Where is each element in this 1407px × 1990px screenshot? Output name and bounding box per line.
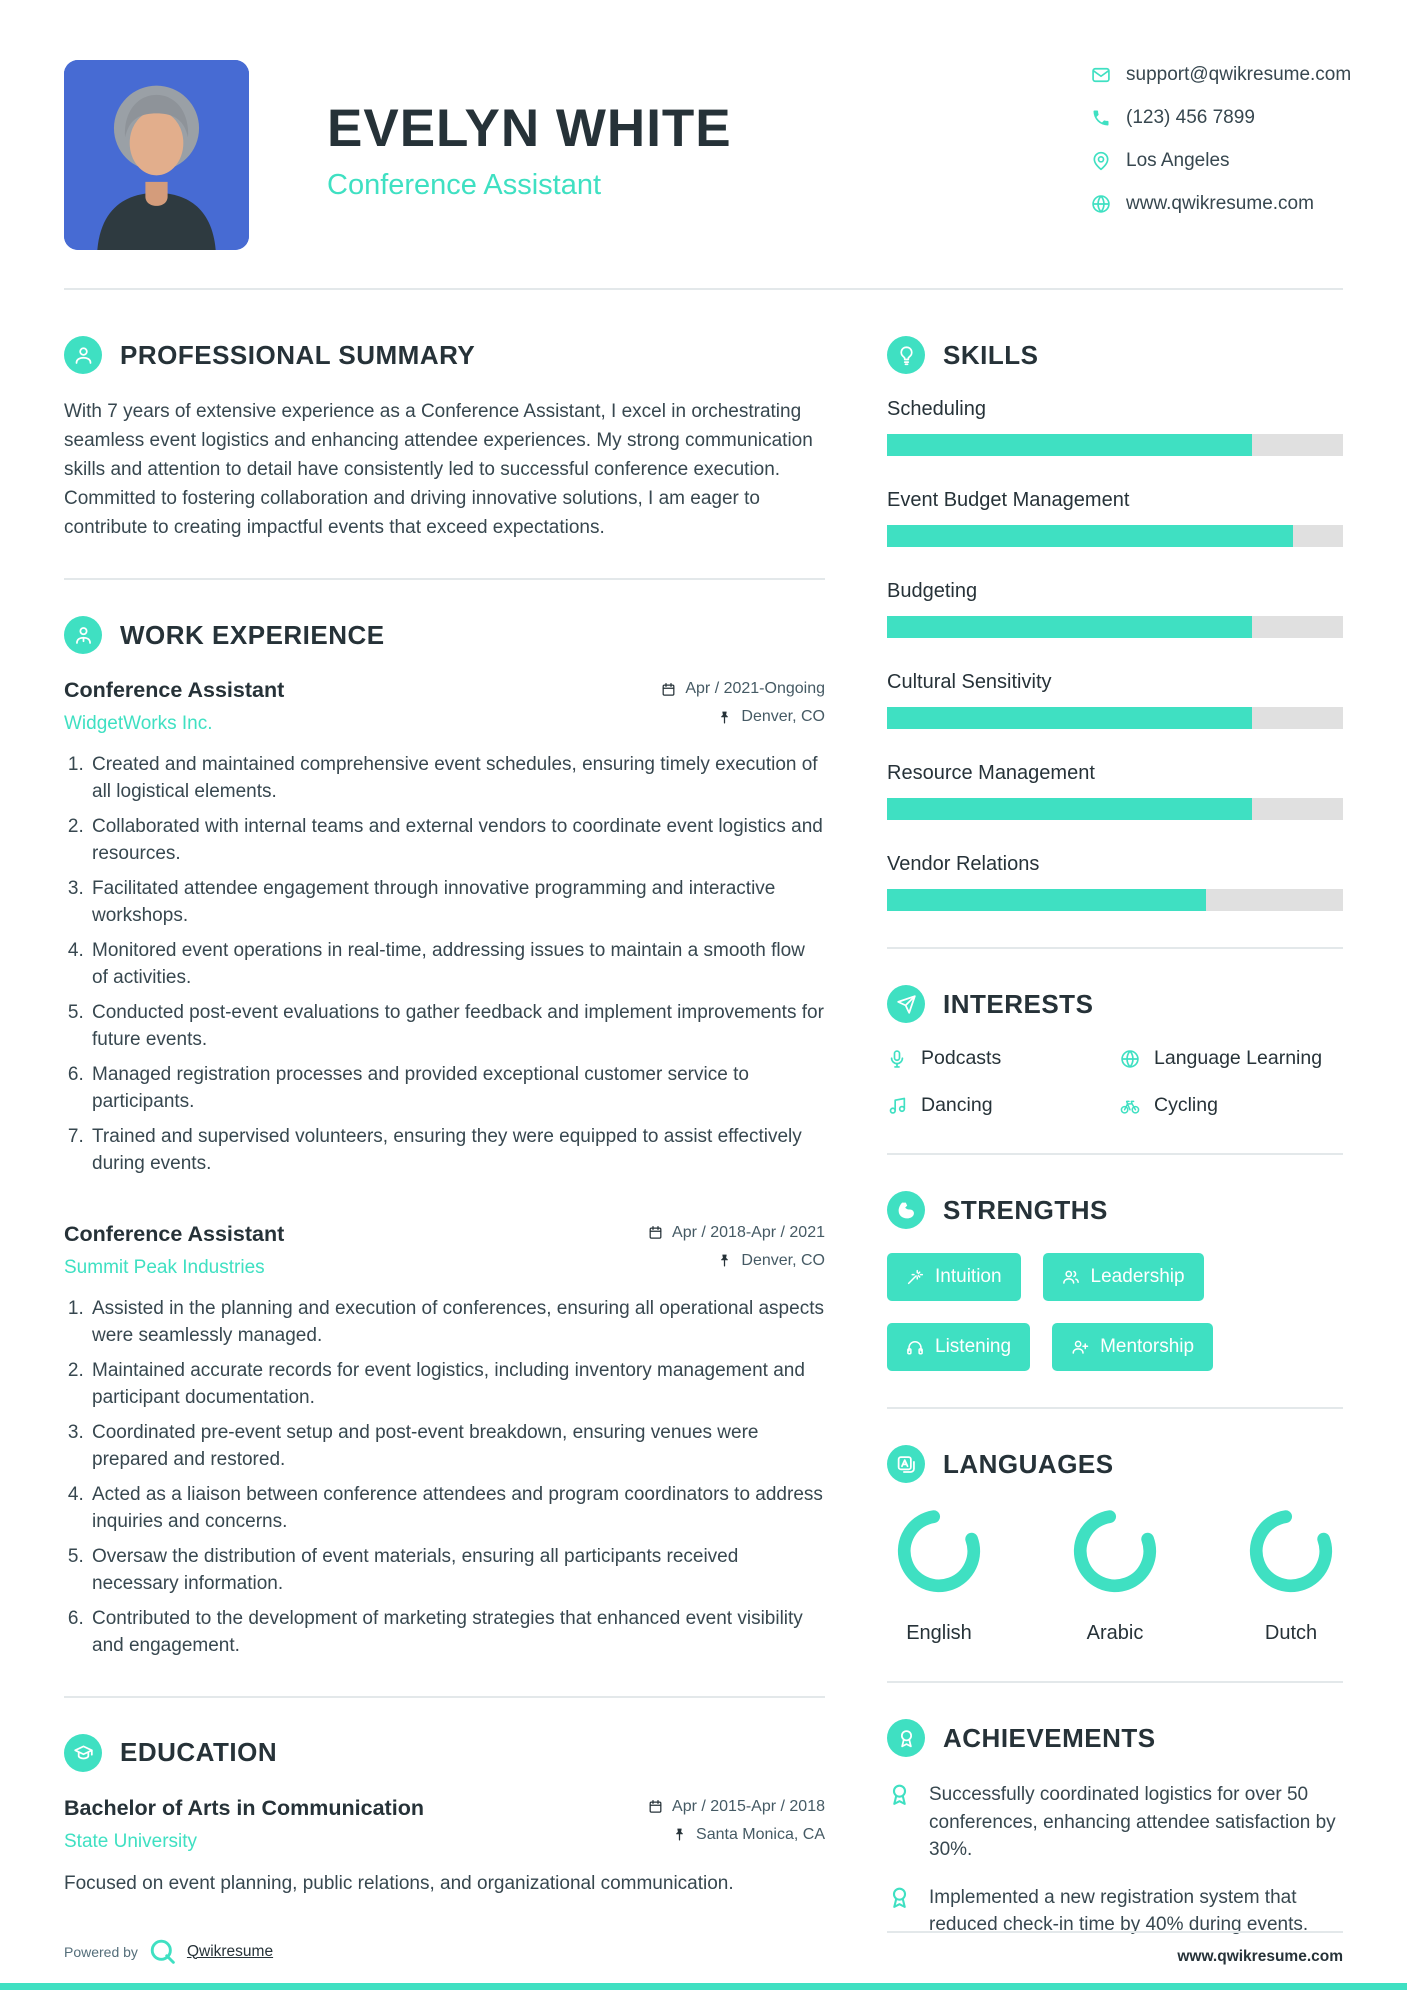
calendar-icon — [648, 1225, 663, 1240]
strength-chip — [887, 1253, 1021, 1301]
candidate-title: Conference Assistant — [327, 169, 602, 201]
language-ring — [1247, 1507, 1335, 1595]
strengths-heading: STRENGTHS — [943, 1194, 1108, 1225]
job-entry — [64, 1222, 825, 1660]
strengths-section — [887, 1191, 1343, 1371]
job-bullet: 4. Acted as a liaison between conference attendees and program coordinators to address inquiries and concerns. — [89, 1482, 825, 1536]
job-dates — [661, 680, 825, 698]
header-divider — [64, 288, 1343, 290]
strength-label: Leadership — [1090, 1266, 1185, 1287]
bottom-accent-bar — [0, 1983, 1407, 1990]
job-date-text: Apr / 2018-Apr / 2021 — [672, 1223, 825, 1241]
education-location-text: Santa Monica, CA — [696, 1825, 825, 1843]
education-dates — [648, 1798, 825, 1816]
skill-bar — [887, 707, 1343, 729]
skill-label: Vendor Relations — [887, 853, 1040, 875]
language-item — [1071, 1507, 1159, 1645]
interest-label: Dancing — [921, 1094, 993, 1116]
pushpin-icon — [672, 1827, 687, 1842]
contact-website-text: www.qwikresume.com — [1126, 193, 1314, 214]
strength-label: Listening — [935, 1336, 1012, 1357]
contact-phone[interactable] — [1091, 107, 1343, 129]
section-divider — [64, 578, 825, 580]
candidate-name: EVELYN WHITE — [327, 99, 732, 158]
job-title-block — [64, 678, 284, 735]
job-bullet: 6. Contributed to the development of marketing strategies that enhanced event visibility and engagement. — [89, 1606, 825, 1660]
achievements-heading: ACHIEVEMENTS — [943, 1722, 1156, 1753]
contact-email[interactable] — [1091, 64, 1352, 86]
job-bullet: 3. Coordinated pre-event setup and post-event breakdown, ensuring venues were prepared and restored. — [89, 1420, 825, 1474]
work-section-header — [64, 616, 825, 654]
achievement-item — [887, 1781, 1343, 1864]
job-bullet: 1. Created and maintained comprehensive event schedules, ensuring timely execution of all logistical elements. — [89, 752, 825, 806]
education-meta — [648, 1796, 825, 1854]
language-label: Arabic — [1086, 1622, 1144, 1644]
translate-icon — [887, 1445, 925, 1483]
job-location-text: Denver, CO — [741, 1251, 825, 1269]
education-date-text: Apr / 2015-Apr / 2018 — [672, 1797, 825, 1815]
skills-section-header — [887, 336, 1343, 374]
education-description: Focused on event planning, public relations, and organizational communication. — [64, 1872, 734, 1894]
skill-label: Event Budget Management — [887, 489, 1130, 511]
strength-label: Intuition — [935, 1266, 1002, 1287]
paper-plane-icon — [887, 985, 925, 1023]
language-label: Dutch — [1264, 1622, 1318, 1644]
skill-bar-fill — [887, 889, 1206, 911]
job-bullet: 7. Trained and supervised volunteers, ensuring they were equipped to assist effectively during events. — [89, 1124, 825, 1178]
skill-bar — [887, 798, 1343, 820]
skill-bar — [887, 889, 1343, 911]
user-icon — [64, 336, 102, 374]
skill-item — [887, 580, 1343, 638]
strength-label: Mentorship — [1100, 1336, 1195, 1357]
user-plus-icon — [1071, 1338, 1089, 1356]
strengths-section-header — [887, 1191, 1343, 1229]
achievement-text: Implemented a new registration system that reduced check-in time by 40% during events. — [929, 1886, 1309, 1936]
interest-item — [887, 1047, 1110, 1070]
interests-grid — [887, 1047, 1343, 1117]
summary-section-header — [64, 336, 825, 374]
company-name: Summit Peak Industries — [64, 1256, 265, 1278]
summary-heading: PROFESSIONAL SUMMARY — [120, 339, 476, 370]
job-bullets — [64, 752, 825, 1178]
graduation-cap-icon — [64, 1734, 102, 1772]
envelope-icon — [1091, 65, 1111, 85]
languages-section-header — [887, 1445, 1343, 1483]
job-bullet: 4. Monitored event operations in real-time, addressing issues to maintain a smooth flow of activities. — [89, 938, 825, 992]
skill-label: Budgeting — [887, 580, 978, 602]
skill-bar-fill — [887, 798, 1252, 820]
section-divider — [887, 947, 1343, 949]
bicycle-icon — [1120, 1096, 1140, 1116]
microphone-icon — [887, 1049, 907, 1069]
interest-label: Cycling — [1154, 1094, 1218, 1116]
section-divider — [887, 1153, 1343, 1155]
job-date-text: Apr / 2021-Ongoing — [685, 680, 825, 698]
education-title-block — [64, 1796, 424, 1853]
achievements-section-header — [887, 1719, 1343, 1757]
skill-bar-fill — [887, 707, 1252, 729]
footer — [64, 1931, 1343, 1966]
skills-section — [887, 336, 1343, 911]
footer-branding — [64, 1937, 273, 1966]
education-section — [64, 1734, 825, 1899]
section-divider — [887, 1681, 1343, 1683]
skill-label: Resource Management — [887, 762, 1095, 784]
music-note-icon — [887, 1096, 907, 1116]
strength-chip — [887, 1323, 1030, 1371]
job-meta — [648, 1222, 825, 1280]
achievement-text: Successfully coordinated logistics for over 50 conferences, enhancing attendee satisfaction by 30%. — [929, 1784, 1336, 1861]
job-title-block — [64, 1222, 284, 1279]
profile-photo-illustration — [64, 60, 249, 250]
strengths-grid — [887, 1253, 1343, 1371]
award-badge-icon — [887, 1885, 912, 1910]
job-location-text: Denver, CO — [741, 708, 825, 726]
job-dates — [648, 1224, 825, 1242]
interest-item — [1120, 1047, 1343, 1070]
summary-text: With 7 years of extensive experience as a Conference Assistant, I excel in orchestrating seamless event logistics and enhancing attendee experiences. My strong communication skills and attention to detail have consistently led to successful conference execution. Committed to fostering collaboration and driving innovative solutions, I am eager to contribute to creating impactful events that exceed expectations. — [64, 401, 813, 538]
skill-label: Cultural Sensitivity — [887, 671, 1052, 693]
skill-bar — [887, 434, 1343, 456]
job-title: Conference Assistant — [64, 1221, 285, 1246]
qwikresume-logo-icon — [148, 1937, 177, 1966]
users-icon — [1062, 1268, 1080, 1286]
footer-website[interactable]: www.qwikresume.com — [887, 1931, 1343, 1966]
job-bullet: 3. Facilitated attendee engagement through innovative programming and interactive workshops. — [89, 876, 825, 930]
interests-section-header — [887, 985, 1343, 1023]
strength-chip — [1043, 1253, 1204, 1301]
job-bullet: 2. Collaborated with internal teams and external vendors to coordinate event logistics and resources. — [89, 814, 825, 868]
map-pin-icon — [1091, 151, 1111, 171]
skill-item — [887, 762, 1343, 820]
powered-by-label: Powered by — [64, 1943, 138, 1960]
contact-email-text: support@qwikresume.com — [1126, 64, 1352, 85]
section-divider — [887, 1407, 1343, 1409]
header — [0, 0, 1407, 250]
skill-item — [887, 853, 1343, 911]
language-ring — [895, 1507, 983, 1595]
skill-bar-fill — [887, 525, 1293, 547]
job-bullets — [64, 1296, 825, 1660]
degree-title: Bachelor of Arts in Communication — [64, 1795, 424, 1820]
job-entry — [64, 678, 825, 1178]
left-column — [64, 336, 825, 1959]
education-header — [64, 1796, 825, 1854]
job-location — [648, 1252, 825, 1270]
interest-label: Language Learning — [1154, 1047, 1323, 1069]
skill-label: Scheduling — [887, 398, 986, 420]
bicep-icon — [887, 1191, 925, 1229]
job-title: Conference Assistant — [64, 678, 285, 703]
education-location — [648, 1826, 825, 1844]
globe-icon — [1091, 194, 1111, 214]
strength-chip — [1052, 1323, 1213, 1371]
language-item — [895, 1507, 983, 1645]
skill-bar — [887, 525, 1343, 547]
company-name: WidgetWorks Inc. — [64, 713, 213, 735]
user-tie-icon — [64, 616, 102, 654]
job-meta — [661, 678, 825, 736]
language-item — [1247, 1507, 1335, 1645]
job-header — [64, 1222, 825, 1280]
summary-section — [64, 336, 825, 542]
job-bullet: 1. Assisted in the planning and execution of conferences, ensuring all operational aspects were seamlessly managed. — [89, 1296, 825, 1350]
job-bullet: 6. Managed registration processes and provided exceptional customer service to participants. — [89, 1062, 825, 1116]
skill-bar-fill — [887, 434, 1252, 456]
skills-heading: SKILLS — [943, 339, 1039, 370]
interests-heading: INTERESTS — [943, 988, 1094, 1019]
medal-icon — [887, 1719, 925, 1757]
languages-section — [887, 1445, 1343, 1645]
pushpin-icon — [717, 1253, 732, 1268]
job-bullet: 2. Maintained accurate records for event logistics, including inventory management and participant documentation. — [89, 1358, 825, 1412]
contact-location-text: Los Angeles — [1126, 150, 1230, 171]
section-divider — [64, 1696, 825, 1698]
skill-item — [887, 489, 1343, 547]
skill-item — [887, 671, 1343, 729]
work-section — [64, 616, 825, 1659]
lightbulb-icon — [887, 336, 925, 374]
profile-photo — [64, 60, 249, 250]
interest-label: Podcasts — [921, 1047, 1002, 1069]
school-name: State University — [64, 1830, 198, 1852]
content-columns — [0, 336, 1407, 1959]
language-ring — [1071, 1507, 1159, 1595]
identity-block — [327, 60, 732, 202]
phone-icon — [1091, 108, 1111, 128]
job-bullet: 5. Conducted post-event evaluations to gather feedback and implement improvements for future events. — [89, 1000, 825, 1054]
contact-website[interactable] — [1091, 193, 1343, 215]
skill-bar — [887, 616, 1343, 638]
globe-icon — [1120, 1049, 1140, 1069]
language-label: English — [906, 1622, 972, 1644]
interest-item — [887, 1094, 1110, 1117]
award-badge-icon — [887, 1782, 912, 1807]
calendar-icon — [661, 682, 676, 697]
skill-bar-fill — [887, 616, 1252, 638]
contact-location — [1091, 150, 1343, 172]
work-heading: WORK EXPERIENCE — [120, 619, 385, 650]
job-location — [661, 708, 825, 726]
education-section-header — [64, 1734, 825, 1772]
languages-grid — [887, 1507, 1343, 1645]
interests-section — [887, 985, 1343, 1117]
headphones-icon — [906, 1338, 924, 1356]
skill-item — [887, 398, 1343, 456]
contact-phone-text: (123) 456 7899 — [1126, 107, 1255, 128]
contact-list — [1091, 60, 1352, 236]
wand-icon — [906, 1268, 924, 1286]
interest-item — [1120, 1094, 1343, 1117]
job-header — [64, 678, 825, 736]
pushpin-icon — [717, 710, 732, 725]
job-bullet: 5. Oversaw the distribution of event materials, ensuring all participants received necessary information. — [89, 1544, 825, 1598]
education-heading: EDUCATION — [120, 1737, 278, 1768]
achievements-section — [887, 1719, 1343, 1939]
calendar-icon — [648, 1799, 663, 1814]
right-column — [887, 336, 1343, 1959]
qwikresume-link[interactable]: Qwikresume — [186, 1942, 274, 1960]
languages-heading: LANGUAGES — [943, 1448, 1114, 1479]
